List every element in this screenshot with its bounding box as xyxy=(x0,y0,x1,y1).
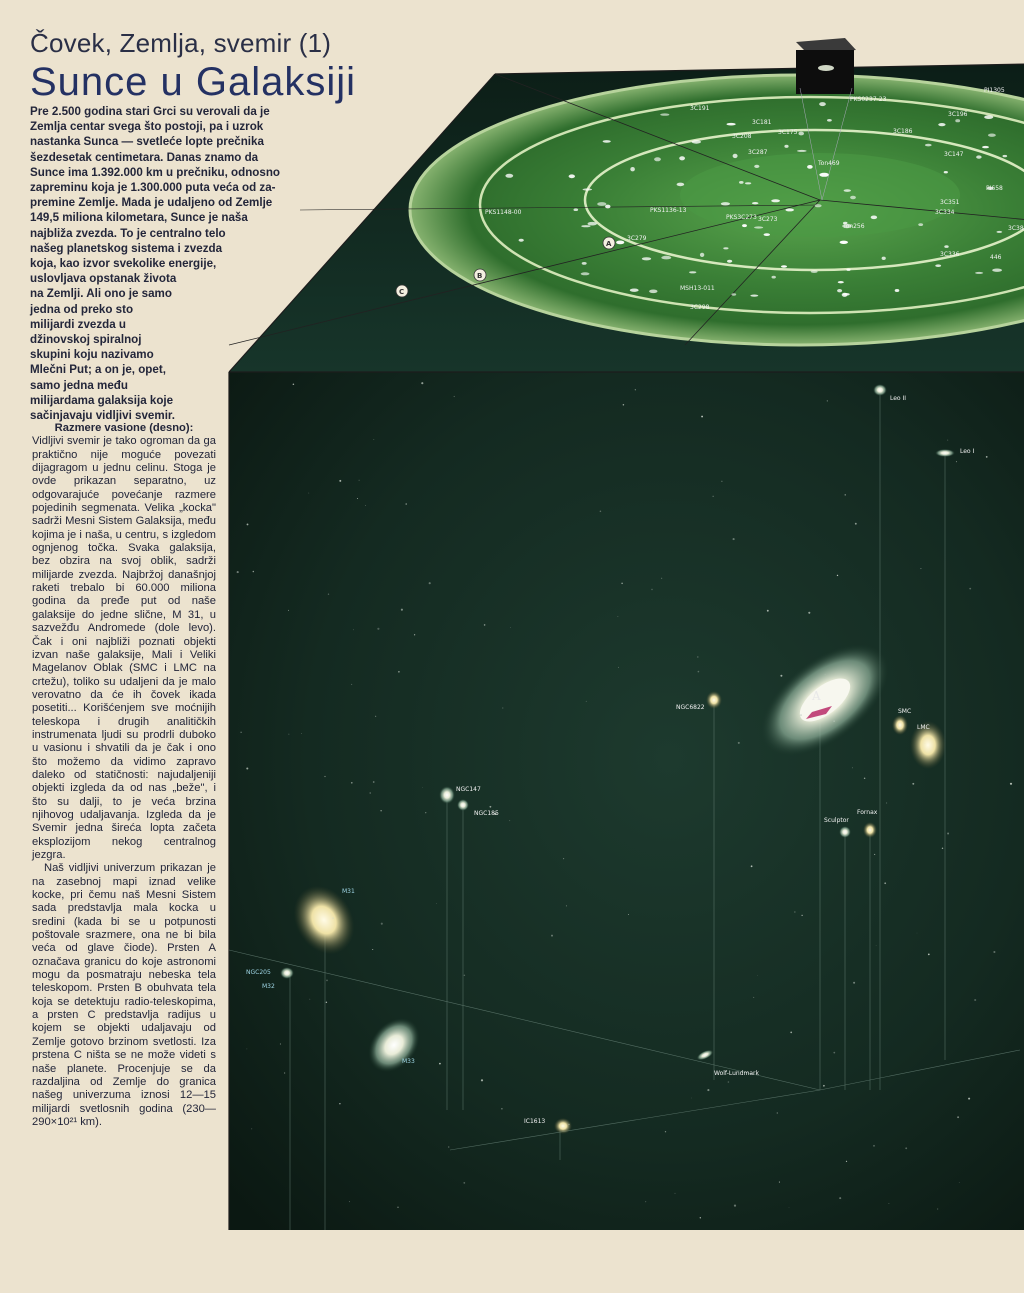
star-dot xyxy=(280,1043,281,1044)
star-dot xyxy=(623,404,625,406)
quasar-dot xyxy=(811,270,818,273)
quasar-label: Ton256 xyxy=(843,223,865,230)
star-dot xyxy=(332,917,334,919)
quasar-dot xyxy=(642,257,651,260)
quasar-dot xyxy=(850,196,856,199)
quasar-dot xyxy=(982,146,989,148)
star-dot xyxy=(375,716,376,717)
star-dot xyxy=(353,629,354,630)
quasar-dot xyxy=(976,155,981,158)
quasar-label: 3C298 xyxy=(690,304,710,311)
quasar-label: PKS1148-00 xyxy=(485,209,522,216)
body-paragraph: Vidljivi svemir je tako ogroman da ga praktično nije moguće povezati dijagragom u jednu celinu. Stoga je ovde prikazan separatno, uz odgovarajuće povećanje razmere pojedinih segmenata. Velika „kocka" sadrži Mesni Sistem Galaksija, među kojima je i naša, u centru, s izgledom ognjenog točka. Svaka galaksija, bez obzira na svoj oblik, sadrži milijarde zvezda. Najbržoj današnjoj raketi trebalo bi 60.000 miliona godina da pređe put od naše galaksije do jedne slične, M 31, u sazvežđu Andromede (dole levo). Čak i oni najbliži poznati objekti izvan naše galaksije, Mali i Veliki Magelanov Oblak (SMC i LMC na crtežu), toliko su udaljeni da je malo verovatno da će ih čovek ikada posetiti... Korišćenjem sve moćnijih teleskopa i drugih analitičkih instrumenata ljudi su prodrli duboko u vasionu i shvatili da je čak i ono što možemo da vidimo zapravo daleko od statičnosti: najudaljeniji objekti izgleda da od nas „beže", i što su dalji, to je veća brzina njihovog udaljavanja. Izgleda da je Svemir jedna šireća lopta začeta eksplozijom nekog centralnog jezgra. xyxy=(32,435,216,861)
lead-line: skupini koju nazivamo xyxy=(30,348,154,362)
galaxy-label: Fornax xyxy=(857,809,878,816)
star-dot xyxy=(566,905,567,906)
star-dot xyxy=(874,854,875,855)
star-dot xyxy=(777,1112,778,1113)
star-dot xyxy=(993,951,995,953)
star-dot xyxy=(780,675,782,677)
quasar-dot xyxy=(840,241,848,244)
quasar-dot xyxy=(583,188,593,190)
star-dot xyxy=(707,1089,709,1091)
lead-paragraph xyxy=(30,104,338,423)
star-dot xyxy=(510,627,511,628)
milky-way-letter-a: A xyxy=(812,689,821,703)
star-dot xyxy=(351,684,352,685)
lead-line: Zemlja centar svega što postoji, pa i uzrok xyxy=(30,120,264,134)
quasar-label: Ton469 xyxy=(818,160,840,167)
star-dot xyxy=(800,714,802,716)
quasar-dot xyxy=(935,264,941,267)
star-dot xyxy=(380,810,381,811)
subheading: Razmere vasione (desno): xyxy=(54,422,194,434)
star-dot xyxy=(917,933,918,934)
star-dot xyxy=(414,634,415,635)
star-dot xyxy=(600,511,602,513)
star-dot xyxy=(713,496,714,497)
star-dot xyxy=(837,575,838,576)
star-dot xyxy=(794,912,795,913)
quasar-dot xyxy=(837,289,842,292)
quasar-dot xyxy=(731,293,736,295)
quasar-dot xyxy=(918,223,923,226)
quasar-dot xyxy=(771,199,780,202)
star-dot xyxy=(359,480,360,481)
quasar-dot xyxy=(739,181,744,184)
star-dot xyxy=(697,656,698,657)
star-dot xyxy=(351,782,353,784)
star-dot xyxy=(779,1182,780,1183)
quasar-dot xyxy=(727,260,732,263)
quasar-dot xyxy=(630,289,639,292)
star-dot xyxy=(308,493,309,494)
quasar-dot xyxy=(727,123,736,126)
star-dot xyxy=(700,1217,701,1218)
quasar-dot xyxy=(772,276,776,279)
star-dot xyxy=(398,671,400,673)
quasar-dot xyxy=(742,224,747,227)
quasar-dot xyxy=(955,119,960,122)
quasar-label: PKS0237-23 xyxy=(850,96,887,103)
star-dot xyxy=(884,882,886,884)
lead-line: džinovskoj spiralnoj xyxy=(30,333,142,347)
star-dot xyxy=(751,865,753,867)
galaxy-label: Wolf-Lundmark xyxy=(714,1070,759,1077)
star-dot xyxy=(357,498,358,499)
star-dot xyxy=(661,578,662,579)
star-dot xyxy=(691,1098,692,1099)
galaxy-label: NGC185 xyxy=(474,810,499,817)
lead-line: našeg planetskog sistema i zvezda xyxy=(30,241,223,255)
star-dot xyxy=(586,701,587,702)
quasar-dot xyxy=(827,119,832,122)
star-dot xyxy=(551,935,553,937)
star-dot xyxy=(839,1197,841,1199)
quasar-label: 3C196 xyxy=(948,111,968,118)
star-dot xyxy=(864,778,865,779)
quasar-dot xyxy=(582,262,587,265)
star-dot xyxy=(429,582,431,584)
star-dot xyxy=(928,954,930,956)
star-dot xyxy=(339,1103,340,1104)
quasar-label: 3C351 xyxy=(940,199,960,206)
quasar-dot xyxy=(505,174,513,178)
star-dot xyxy=(920,568,921,569)
galaxy-label: NGC6822 xyxy=(676,704,705,711)
star-dot xyxy=(489,806,491,808)
star-dot xyxy=(733,538,735,540)
series-title: Čovek, Zemlja, svemir (1) xyxy=(30,28,332,58)
star-dot xyxy=(698,671,700,673)
star-dot xyxy=(753,997,754,998)
quasar-dot xyxy=(784,145,788,148)
lead-line: Mlečni Put; a on je, opet, xyxy=(30,363,166,377)
quasar-dot xyxy=(815,204,822,207)
star-dot xyxy=(502,708,503,709)
quasar-dot xyxy=(745,182,751,184)
star-dot xyxy=(326,980,328,982)
star-dot xyxy=(757,975,758,976)
star-dot xyxy=(825,674,826,675)
quasar-dot xyxy=(689,271,696,273)
galaxy-label: SMC xyxy=(898,708,912,715)
star-dot xyxy=(301,733,302,734)
star-dot xyxy=(484,624,486,626)
quasar-label: 3C208 xyxy=(732,133,752,140)
star-dot xyxy=(767,610,769,612)
quasar-dot xyxy=(679,156,685,160)
quasar-dot xyxy=(677,183,685,187)
star-dot xyxy=(942,848,943,849)
lead-line: sačinjavaju vidljivi svemir. xyxy=(30,409,176,423)
star-dot xyxy=(251,1129,252,1130)
lead-line: na Zemlji. Ali ono je samo xyxy=(30,287,172,301)
lead-line: najbliža zvezda. To je centralno telo xyxy=(30,226,226,240)
quasar-dot xyxy=(754,165,759,168)
star-dot xyxy=(789,1207,790,1208)
star-dot xyxy=(253,571,255,573)
quasar-label: 3C336 xyxy=(940,251,960,258)
quasar-label: 446 xyxy=(990,254,1002,261)
star-dot xyxy=(463,1182,465,1184)
star-dot xyxy=(888,1203,889,1204)
quasar-dot xyxy=(616,241,624,245)
star-dot xyxy=(373,781,375,783)
star-dot xyxy=(370,792,371,793)
quasar-dot xyxy=(597,202,606,206)
star-dot xyxy=(372,949,373,950)
star-dot xyxy=(436,903,437,904)
star-dot xyxy=(790,1032,792,1034)
quasar-dot xyxy=(975,272,983,274)
quasar-dot xyxy=(925,144,932,147)
quasar-label: 3C38 xyxy=(1008,225,1024,232)
body-paragraph: Naš vidljivi univerzum prikazan je na zasebnoj mapi iznad velike kocke, pri čemu naš Mesni Sistem sada predstavlja mala kocka u sredini (kada bi se u potpunosti poštovale srazmere, ona ne bi bila veća od glave čiode). Prsten A označava granicu do koje astronomi mogu da posmatraju nebeska tela teleskopom. Prsten B obuhvata tela koja se detektuju radio-teleskopima, a prsten C predstavlja radijus u kojem se objekti udaljavaju od Zemlje gotovo brzinom svetlosti. Iza prstena C ništa se ne može videti s naše planete. Procenjuje se da razdaljina od Zemlje do granica našeg univerzuma iznosi 12—15 milijardi svetlosnih godina (230—290×10²¹ km). xyxy=(32,862,216,1128)
star-dot xyxy=(675,1193,676,1194)
quasar-dot xyxy=(574,208,579,211)
star-dot xyxy=(289,734,290,735)
star-dot xyxy=(618,616,619,617)
star-dot xyxy=(509,820,510,821)
star-dot xyxy=(365,505,366,506)
quasar-dot xyxy=(843,293,850,296)
star-dot xyxy=(947,833,949,835)
quasar-dot xyxy=(605,205,610,209)
star-dot xyxy=(481,1079,483,1081)
star-dot xyxy=(823,1085,825,1087)
quasar-dot xyxy=(603,140,611,143)
star-dot xyxy=(845,494,846,495)
star-dot xyxy=(247,1049,248,1050)
star-dot xyxy=(621,583,622,584)
quasar-dot xyxy=(660,113,669,115)
star-dot xyxy=(853,982,855,984)
quasar-dot xyxy=(844,189,851,192)
star-dot xyxy=(734,1205,736,1207)
star-dot xyxy=(959,1182,960,1183)
star-dot xyxy=(377,628,379,630)
star-dot xyxy=(833,1052,835,1054)
star-dot xyxy=(324,776,325,777)
quasar-dot xyxy=(581,225,590,227)
lead-line: zapreminu koja je 1.300.000 puta veća od za- xyxy=(30,181,276,195)
ring-letter-c: C xyxy=(399,288,405,296)
star-dot xyxy=(846,1161,847,1162)
quasar-label: PKS3C273 xyxy=(726,214,757,221)
quasar-dot xyxy=(569,174,575,178)
quasar-dot xyxy=(798,132,804,136)
star-dot xyxy=(947,440,948,441)
star-dot xyxy=(618,667,619,668)
star-dot xyxy=(905,1147,907,1149)
star-dot xyxy=(284,1073,285,1074)
galaxy-label: Leo I xyxy=(960,448,975,455)
quasar-dot xyxy=(764,233,770,236)
galaxy-label: Sculptor xyxy=(824,817,849,824)
star-dot xyxy=(628,914,629,915)
star-dot xyxy=(852,767,853,768)
star-dot xyxy=(309,999,310,1000)
page-title: Sunce u Galaksiji xyxy=(30,60,357,104)
quasar-dot xyxy=(807,165,813,169)
star-dot xyxy=(912,783,914,785)
quasar-label: 3C175 xyxy=(778,129,798,136)
quasar-dot xyxy=(992,269,1002,272)
star-dot xyxy=(247,523,249,525)
galaxy-label: IC1613 xyxy=(524,1118,546,1125)
quasar-label: PI658 xyxy=(986,185,1003,192)
galaxy-label: LMC xyxy=(917,724,930,731)
quasar-label: PKS1136-13 xyxy=(650,207,687,214)
quasar-dot xyxy=(649,290,657,294)
lead-line: nastanka Sunca — svetleće lopte prečnika xyxy=(30,135,264,149)
lead-line: uslovljava opstanak života xyxy=(30,272,177,286)
lead-line: jedna od preko sto xyxy=(30,302,134,316)
lead-line: šezdesetak centimetara. Danas znamo da xyxy=(30,150,259,164)
quasar-dot xyxy=(984,115,993,119)
quasar-dot xyxy=(752,202,758,204)
galaxy-label: NGC205 xyxy=(246,969,271,976)
star-dot xyxy=(237,571,239,573)
quasar-dot xyxy=(838,281,844,283)
lead-line: samo jedna među xyxy=(30,378,128,392)
quasar-dot xyxy=(819,102,826,106)
galaxy-label: M33 xyxy=(402,1058,415,1065)
star-dot xyxy=(373,439,374,440)
lead-line: milijardi zvezda u xyxy=(30,317,126,331)
star-dot xyxy=(1010,783,1012,785)
galaxy-label: M32 xyxy=(262,983,275,990)
star-dot xyxy=(563,858,564,859)
star-dot xyxy=(568,1124,570,1126)
star-dot xyxy=(439,1063,441,1065)
star-dot xyxy=(501,1108,503,1110)
quasar-label: MSH13-011 xyxy=(680,285,715,292)
star-dot xyxy=(956,461,957,462)
quasar-label: 3C181 xyxy=(752,119,772,126)
quasar-dot xyxy=(692,140,701,144)
star-dot xyxy=(339,480,341,482)
star-dot xyxy=(425,812,426,813)
star-dot xyxy=(464,975,465,976)
star-dot xyxy=(873,1145,875,1147)
lead-line: 149,5 miliona kilometara, Sunce je naša xyxy=(30,211,248,225)
quasar-dot xyxy=(781,265,787,267)
star-dot xyxy=(349,1201,350,1202)
star-dot xyxy=(326,1002,327,1003)
quasar-dot xyxy=(785,208,794,211)
quasar-label: 3C273 xyxy=(758,216,778,223)
quasar-dot xyxy=(819,173,829,177)
galaxy-label: NGC147 xyxy=(456,786,481,793)
star-dot xyxy=(738,742,740,744)
star-dot xyxy=(801,915,802,916)
lead-line: koja, kao izvor svekolike energije, xyxy=(30,257,217,271)
star-dot xyxy=(405,503,407,505)
quasar-label: 3C186 xyxy=(893,128,913,135)
star-dot xyxy=(397,1207,398,1208)
quasar-label: 3C147 xyxy=(944,151,964,158)
quasar-dot xyxy=(988,134,996,137)
star-dot xyxy=(855,523,857,525)
quasar-dot xyxy=(996,231,1002,233)
star-dot xyxy=(288,610,289,611)
quasar-dot xyxy=(871,216,877,220)
star-dot xyxy=(422,787,423,788)
quasar-dot xyxy=(588,222,597,226)
star-dot xyxy=(454,396,455,397)
quasar-dot xyxy=(661,256,671,260)
quasar-dot xyxy=(733,154,738,158)
star-dot xyxy=(721,481,722,482)
star-dot xyxy=(645,1201,646,1202)
quasar-dot xyxy=(882,257,886,260)
star-dot xyxy=(728,1081,730,1083)
quasar-dot xyxy=(944,171,948,173)
quasar-dot xyxy=(944,245,948,248)
star-dot xyxy=(833,720,834,721)
star-dot xyxy=(968,1098,970,1100)
star-dot xyxy=(328,594,329,595)
star-dot xyxy=(381,923,383,925)
star-dot xyxy=(876,945,877,946)
star-dot xyxy=(986,456,988,458)
star-dot xyxy=(246,767,248,769)
star-dot xyxy=(969,588,971,590)
quasar-label: PI1305 xyxy=(984,87,1005,94)
star-dot xyxy=(240,732,241,733)
star-dot xyxy=(957,1116,959,1118)
star-dot xyxy=(421,382,423,384)
star-dot xyxy=(401,609,403,611)
star-dot xyxy=(827,400,828,401)
quasar-dot xyxy=(1003,155,1008,157)
quasar-label: 3C287 xyxy=(748,149,768,156)
star-dot xyxy=(808,612,810,614)
lead-line: premine Zemlje. Mada je udaljeno od Zemlje xyxy=(30,196,273,210)
galaxy-label: Leo II xyxy=(890,395,907,402)
star-dot xyxy=(651,589,652,590)
quasar-dot xyxy=(519,239,524,242)
quasar-label: 3C334 xyxy=(935,209,955,216)
star-dot xyxy=(925,743,926,744)
quasar-dot xyxy=(754,226,763,228)
star-dot xyxy=(886,803,887,804)
quasar-dot xyxy=(750,295,758,297)
quasar-label: 3C279 xyxy=(627,235,647,242)
star-dot xyxy=(635,389,636,390)
star-dot xyxy=(701,416,703,418)
lead-line: milijardama galaksija koje xyxy=(30,393,174,407)
quasar-dot xyxy=(895,289,900,292)
quasar-dot xyxy=(721,202,730,205)
ring-letter-b: B xyxy=(477,272,483,280)
star-dot xyxy=(974,999,976,1001)
lead-line: Pre 2.500 godina stari Grci su verovali da je xyxy=(30,105,270,118)
star-dot xyxy=(937,1208,938,1209)
quasar-dot xyxy=(630,167,635,171)
cube-front-face xyxy=(229,372,1024,1230)
quasar-dot xyxy=(723,247,728,249)
galaxy-label: M31 xyxy=(342,888,355,895)
quasar-dot xyxy=(797,150,807,152)
quasar-label: 3C191 xyxy=(690,105,710,112)
body-text xyxy=(32,422,216,1129)
quasar-dot xyxy=(938,123,945,126)
ring-letter-a: A xyxy=(606,240,612,248)
quasar-dot xyxy=(700,253,704,257)
lead-line: Sunce ima 1.392.000 km u prečniku, odnosno xyxy=(30,165,280,179)
quasar-dot xyxy=(581,272,590,275)
star-dot xyxy=(448,1147,449,1148)
quasar-dot xyxy=(846,269,850,271)
quasar-dot xyxy=(654,157,661,161)
star-dot xyxy=(665,1131,666,1132)
